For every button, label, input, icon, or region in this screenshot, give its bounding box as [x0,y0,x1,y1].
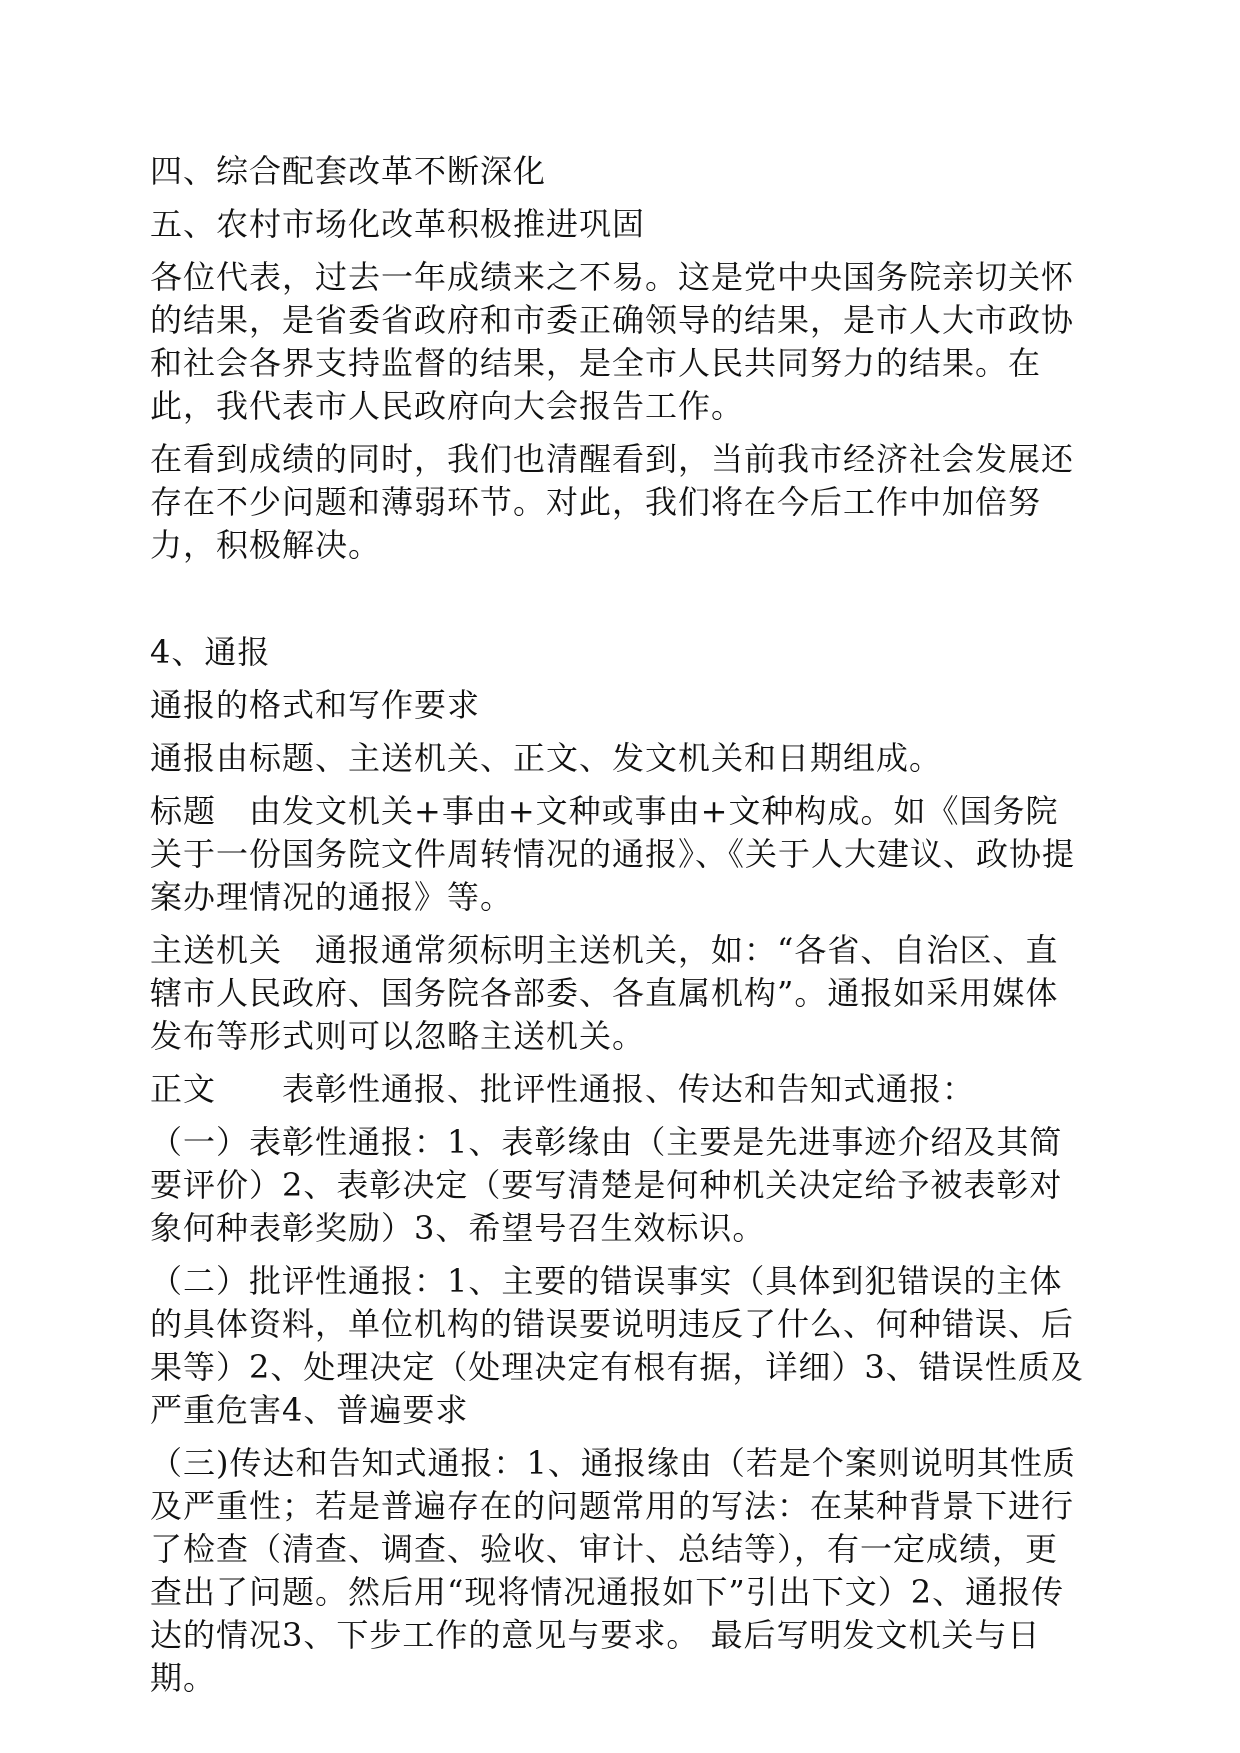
paragraph-composition: 通报由标题、主送机关、正文、发文机关和日期组成。 [150,739,943,777]
paragraph-recipient-rule: 主送机关 通报通常须标明主送机关，如：“各省、自治区、直辖市人民政府、国务院各部委、各直属机构”。通报如采用媒体发布等形式则可以忽略主送机关。 [150,931,1059,1055]
heading-comprehensive-reform: 四、综合配套改革不断深化 [150,152,547,190]
section-spacer [150,577,1090,631]
document-page [150,150,1090,1710]
paragraph-problems: 在看到成绩的同时，我们也清醒看到，当前我市经济社会发展还存在不少问题和薄弱环节。对此，我们将在今后工作中加倍努力，积极解决。 [150,440,1075,564]
paragraph-achievements: 各位代表，过去一年成绩来之不易。这是党中央国务院亲切关怀的结果，是省委省政府和市委正确领导的结果，是市人大市政协和社会各界支持监督的结果，是全市人民共同努力的结果。在此，我代表市人民政府向大会报告工作。 [150,258,1075,425]
paragraph-commendation-type: （一）表彰性通报：1、表彰缘由（主要是先进事迹介绍及其简要评价）2、表彰决定（要写清楚是何种机关决定给予被表彰对象何种表彰奖励）3、希望号召生效标识。 [150,1123,1063,1247]
paragraph-title-rule: 标题 由发文机关+事由+文种或事由+文种构成。如《国务院关于一份国务院文件周转情况的通报》、《关于人大建议、政协提案办理情况的通报》等。 [150,792,1076,916]
section-heading-tongbao: 4、通报 [150,633,271,671]
subheading-format-requirements: 通报的格式和写作要求 [150,686,481,724]
paragraph-notification-type: （三)传达和告知式通报：1、通报缘由（若是个案则说明其性质及严重性；若是普遍存在的问题常用的写法：在某种背景下进行了检查（清查、调查、验收、审计、总结等），有一定成绩，更查出了问题。然后用“现将情况通报如下”引出下文）2、通报传达的情况3、下步工作的意见与要求。 最后写明发文机关与日期。 [150,1444,1076,1697]
paragraph-body-types: 正文 表彰性通报、批评性通报、传达和告知式通报： [150,1070,976,1108]
heading-rural-reform: 五、农村市场化改革积极推进巩固 [150,205,646,243]
paragraph-criticism-type: （二）批评性通报：1、主要的错误事实（具体到犯错误的主体的具体资料，单位机构的错误要说明违反了什么、何种错误、后果等）2、处理决定（处理决定有根有据，详细）3、错误性质及严重危害4、普遍要求 [150,1262,1084,1429]
